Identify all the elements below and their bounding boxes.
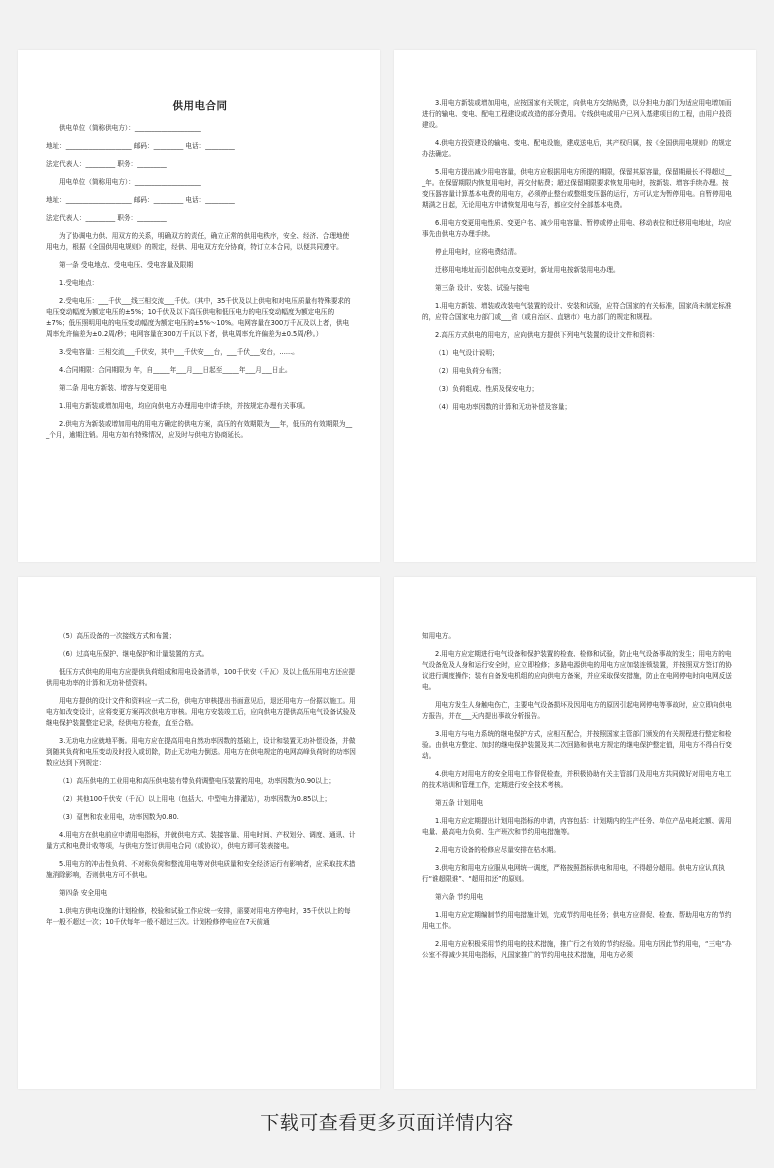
paragraph: 第二条 用电方新装、增容与变更用电 (59, 384, 167, 392)
paragraph: 4.供电方对用电方的安全用电工作督促检查，并积极协助有关主管部门及用电方共同做好对用电方电工的技术培训和管理工作，定期进行安全技术考核。 (422, 770, 732, 789)
paragraph: 用电方发生人身触电伤亡，主要电气设备损坏及因用电方的原因引起电网停电等事故时，应立即向供电方报告，并在___天内提出事故分析报告。 (422, 701, 732, 720)
paragraph: 供电单位（简称供电方）：____________________ (59, 124, 201, 132)
page-2-body (422, 98, 732, 413)
paragraph: 3.用电方新装或增加用电，应按国家有关规定，向供电方交纳贴费，以分担电力部门为适应用电增加而进行的输电、变电、配电工程建设或改造的部分费用。专线供电或用户已列入基建项目的工程，由用户投资建设。 (422, 99, 732, 129)
paragraph: 第六条 节约用电 (435, 893, 484, 901)
paragraph: 6.用电方变更用电性质、变更户名、减少用电容量、暂停或停止用电、移动表位和迁移用电地址，均应事先由供电方办理手续。 (422, 219, 732, 238)
document-page-1 (18, 50, 380, 562)
paragraph: 3.无功电力应就地平衡。用电方应在提高用电自然功率因数的基础上，设计和装置无功补偿设备，并做到随其负荷和电压变动及时投入或切除，防止无功电力倒送。用电方在供电规定的电网高峰负荷时的功率因数应达到下列规定： (46, 737, 356, 767)
paragraph: 2.用电方应定期进行电气设备和保护装置的检查、检修和试验，防止电气设备事故的发生；用电方的电气设备危及人身和运行安全时，应立即检修；多路电源供电的用电方应加装连锁装置，并按照双方签订的协议进行调度操作；装有自备发电机组的应向供电方备案，并应采取保安措施，防止在电网停电时向电网反送电。 (422, 650, 732, 691)
paragraph: （1）高压供电的工业用电和高压供电装有带负荷调整电压装置的用电，功率因数为0.90以上； (59, 777, 336, 785)
document-page-4 (394, 577, 756, 1089)
page-4-body (422, 631, 734, 961)
paragraph: 4.合同期限：合同期限为 年，自_____年___月___日起至_____年___月___日止。 (59, 366, 292, 374)
paragraph: 法定代表人：_________ 职务：_________ (46, 214, 167, 222)
paragraph: （1）电气设计说明； (435, 349, 499, 357)
paragraph: 3.用电方与电力系统的继电保护方式，应相互配合，并按照国家主管部门颁发的有关规程进行整定和检验。由供电方整定、加封的继电保护装置及其二次回路和供电方规定的继电保护整定值，用电方不得自行变动。 (422, 730, 732, 760)
download-more-link[interactable]: 下载可查看更多页面详情内容 (260, 1112, 514, 1134)
paragraph: （4）用电功率因数的计算和无功补偿及容量； (435, 403, 572, 411)
paragraph: 5.用电方提出减少用电容量，供电方应根据用电方所提的期限，保留其原容量，保留期最长不得超过___年。在保留期限内恢复用电时，再交付帖费；超过保留期限要求恢复用电时，按新装、增容手续办理。按变压器容量计算基本电费的用电方，必须停止整台或整组变压器的运行，方可认定为暂停用电。自暂停用电期满之日起，无论用电方申请恢复用电与否，都应交付全部基本电费。 (422, 168, 732, 209)
paragraph: （6）过高电压保护、继电保护和计量装置的方式。 (59, 650, 209, 658)
page-3-body (46, 631, 356, 928)
paragraph: 停止用电时，应将电费结清。 (435, 248, 521, 256)
paragraph: 2.用电方设备的检修应尽量安排在枯水期。 (435, 846, 560, 854)
document-page-2 (394, 50, 756, 562)
paragraph: 第三条 设计、安装、试验与接电 (435, 284, 530, 292)
paragraph: 迁移用电地址而引起供电点变更时，新址用电按新装用电办理。 (435, 266, 620, 274)
paragraph: 法定代表人：_________ 职务：_________ (46, 160, 167, 168)
paragraph: 2.受电电压：___千伏___线三相交流___千伏。（其中，35千伏及以上供电和对电压质量有特殊要求的电压变动幅度为额定电压的±5%；10千伏及以下高压供电和低压电力的电压变动幅度为额定电压的±7%；低压照明用电的电压变动幅度为额定电压的±5%～10%。电网容量在300万千瓦及以上者，供电周率允许偏差为±0.2周/秒；电网容量在300万千瓦以下者，供电周率允许偏差为±0.5周/秒。） (46, 297, 351, 338)
contract-title: 供用电合同 (172, 100, 228, 112)
paragraph: 第四条 安全用电 (59, 889, 108, 897)
paragraph: 地址：____________________ 邮码：_________ 电话：_________ (46, 196, 235, 204)
paragraph: 第五条 计划用电 (435, 799, 484, 807)
paragraph: 2.高压方式供电的用电方，应向供电方提供下列电气装置的设计文件和资料： (435, 331, 659, 339)
paragraph: 1.用电方新装或增加用电，均应向供电方办理用电申请手续，并按规定办理有关事项。 (59, 402, 310, 410)
paragraph: 1.用电方应定期提出计划用电指标的申请，内容包括：计划期内的生产任务、单位产品电耗定额、需用电量、最高电力负荷、生产班次和节约用电措施等。 (422, 817, 732, 836)
paragraph: （3）负荷组成、性质及保安电力； (435, 385, 539, 393)
document-page-3 (18, 577, 380, 1089)
paragraph: 低压方式供电的用电方应提供负荷组成和用电设备清单，100千伏安（千瓦）及以上低压用电方还应提供用电功率的计算和无功补偿资料。 (46, 668, 356, 687)
paragraph: 2.用电方应积极采用节约用电的技术措施，推广行之有效的节约经验。用电方因此节约用电，“三电”办公室不得减少其用电指标，凡国家推广的节约用电技术措施，用电方必须 (422, 940, 732, 959)
paragraph: （5）高压设备的一次接线方式和布置； (59, 632, 176, 640)
paragraph: 1.用电方新装、增装或改装电气装置的设计、安装和试验，应符合国家的有关标准，国家尚未制定标准的，应符合国家电力部门或___省（或自治区、直辖市）电力部门的规定和规程。 (422, 302, 732, 321)
paragraph: 1.供电方供电设施的计划检修，校验和试验工作应统一安排，需要对用电方停电时，35千伏以上的每年一般不超过一次；10千伏每年一般不超过三次。计划检修停电应在7天前通 (46, 907, 351, 926)
paragraph: 1.受电地点： (59, 279, 99, 287)
paragraph: （3）趸售和农业用电，功率因数为0.80. (59, 813, 179, 821)
page-1-body (46, 123, 354, 441)
paragraph: 4.供电方投资建设的输电、变电、配电设施，建成送电后，其产权归属，按《全国供用电规则》的规定办法确定。 (422, 139, 732, 158)
paragraph: 4.用电方在供电前应申请用电指标，并就供电方式、装接容量、用电时间、产权划分、调度、通讯、计量方式和电费计收等项，与供电方签订供用电合同（或协议），供电方即可装表接电。 (46, 831, 356, 850)
paragraph: 3.受电容量：三相交流___千伏安，其中___千伏安___台，___千伏___安台，......。 (59, 348, 299, 356)
paragraph: 2.供电方为新装或增加用电的用电方确定的供电方案，高压的有效期限为___年，低压的有效期限为___个月，逾期注销。用电方如有特殊情况，应及时与供电方协商延长。 (46, 420, 353, 439)
paragraph: 用电单位（简称用电方）：____________________ (59, 178, 201, 186)
paragraph: 3.供电方和用电方应服从电网统一调度，严格按照指标供电和用电，不得超分超用。供电方应认真执行“谁超限谁”、“超用扣还”的原则。 (422, 864, 725, 883)
paragraph: 知用电方。 (422, 632, 455, 640)
paragraph: 为了协调电力供、用双方的关系，明确双方的责任，确立正常的供用电秩序，安全、经济、合理地使用电力，根据《全国供用电规则》的规定，经供、用电双方充分协商，特订立本合同，以便共同遵守。 (46, 232, 350, 251)
paragraph: 地址：____________________ 邮码：_________ 电话：_________ (46, 142, 235, 150)
paragraph: （2）用电负荷分布图； (435, 367, 506, 375)
paragraph: 5.用电方的冲击性负荷、不对称负荷和整流用电等对供电质量和安全经济运行有影响者，应采取技术措施消除影响，否则供电方可不供电。 (46, 860, 356, 879)
paragraph: 用电方提供的设计文件和资料应一式二份，供电方审核提出书面意见后，退还用电方一份据以施工。用电方如改变设计，应将变更方案再次供电方审核。用电方安装竣工后，应向供电方提供高压电气设备试验及继电保护装置整定记录，经供电方检查，直至合格。 (46, 697, 356, 727)
paragraph: 第一条 受电地点、受电电压、受电容量及限期 (59, 261, 193, 269)
paragraph: 1.用电方应定期编制节约用电措施计划，完成节约用电任务；供电方应督促、检查、帮助用电方的节约用电工作。 (422, 911, 732, 930)
paragraph: （2）其他100千伏安（千瓦）以上用电（包括大、中型电力排灌站），功率因数为0.85以上； (59, 795, 332, 803)
